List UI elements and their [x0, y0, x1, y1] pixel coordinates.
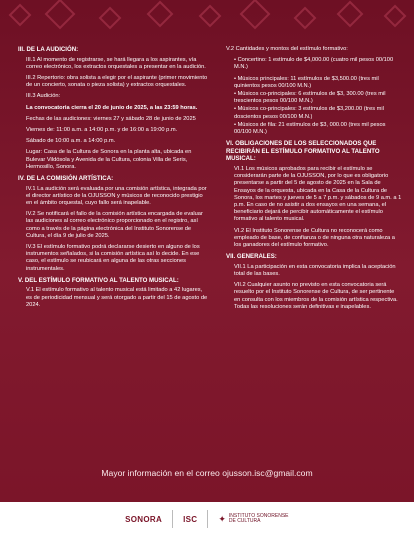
divider [172, 510, 173, 528]
right-column [226, 46, 402, 315]
institute-logo-text: INSTITUTO SONORENSE DE CULTURA [228, 512, 289, 524]
audition-dates: Fechas de las audiciones: viernes 27 y sábado 28 de junio de 2025 [26, 115, 196, 122]
isc-logo [183, 515, 197, 524]
section-4-title: IV. DE LA COMISIÓN ARTÍSTICA: [18, 175, 114, 183]
stimulus-item: • Músicos co-principales: 3 estímulos de $3,200.00 (tres mil doscientos pesos 00/100 M.N.) [234, 106, 384, 120]
section-5-p1: V.1 El estímulo formativo al talento musical está limitado a 42 lugares, es de periodicidad mensual y será otorgado a partir del 15 de agosto de 2024. [26, 287, 208, 308]
section-3-title: III. DE LA AUDICIÓN: [18, 46, 79, 53]
stimulus-item: • Músicos principales: 11 estímulos de $3,500.00 (tres mil quinientos pesos 00/100 M.N.) [234, 75, 379, 89]
stimulus-item: • Concertino: 1 estímulo de $4,000.00 (cuatro mil pesos 00/100 M.N.) [234, 57, 394, 71]
section-4-p3: IV.3 El estímulo formativo podrá declararse desierto en alguno de los instrumentos señalados, si la comisión artística así lo decide. En ese caso, el estímulo se reubicará en alguna de las otras secciones instrumentales. [26, 244, 200, 272]
section-3-p3: III.3 Audición: [26, 93, 61, 100]
sonora-logo-text: SONORA [125, 514, 163, 524]
saturday-schedule: Sábado de 10:00 a.m. a 14:00 p.m. [26, 138, 116, 145]
section-5-p2: V.2 Cantidades y montos del estímulo formativo: [226, 46, 348, 52]
section-5-title: V. DEL ESTÍMULO FORMATIVO AL TALENTO MUSICAL: [18, 276, 179, 284]
friday-schedule: Viernes de: 11:00 a.m. a 14:00 p.m. y de 16:00 a 19:00 p.m. [26, 127, 178, 134]
logo-bar [0, 502, 414, 536]
section-4-p2: IV.2 Se notificará el fallo de la comisión artística encargada de evaluar las audiciones al correo electrónico proporcionado en el registro, así como a través de la página electrónica del Instituto Sonorense de Cultura, el día 9 de julio de 2025. [26, 211, 203, 239]
institute-logo [218, 514, 289, 525]
left-column [18, 46, 208, 313]
divider [207, 510, 208, 528]
stimulus-item: • Músicos de fila: 21 estímulos de $3, 000.00 (tres mil pesos 00/100 M.N.) [234, 121, 386, 136]
section-6-p2: VI.2 El Instituto Sonorense de Cultura no reconocerá como empleado de base, de confianza o de ninguna otra naturaleza a los ganadores del estímulo formativo. [234, 227, 395, 249]
isc-logo-text: ISC [183, 514, 198, 524]
section-7-p2: VII.2 Cualquier asunto no previsto en esta convocatoria será resuelto por el Instituto Sonorense de Cultura, de ser pertinente en consulta con los miembros de la comisión artística respectiva. Todas las resoluciones serán definitivas e inapelables. [234, 282, 398, 310]
section-6-p1: VI.1 Los músicos aprobados para recibir el estímulo se considerarán parte de la OJUSSON, por lo que es obligatorio presentarse a partir del 5 de agosto de 2025 en la Sala de Ensayos de la orquesta, ubicada en la Casa de la Cultura de Sonora, los martes y jueves de 5 a 7 p.m. y sábados de 9 a.m. a 1 p.m. En caso de no asistir a dos ensayos en una semana, el beneficiario dejará de percibir automáticamente el estímulo formativo al talento musical. [234, 166, 402, 223]
section-4-p1: IV.1 La audición será evaluada por una comisión artística, integrada por el director artístico de la OJUSSON y músicos de reconocido prestigio en el ámbito orquestal, cuyo fallo será inapelable. [26, 185, 207, 207]
section-7-title: VII. GENERALES: [226, 253, 277, 261]
deadline-text: La convocatoria cierra el 20 de junio de 2025, a las 23:59 horas. [26, 104, 198, 111]
section-7-p1: VII.1 La participación en esta convocatoria implica la aceptación total de las bases. [234, 263, 396, 278]
institute-icon: ✦ [218, 513, 226, 524]
stimulus-item: • Músicos co-principales: 6 estímulos de $3, 300.00 (tres mil trescientos pesos 00/100 M.N.) [234, 91, 386, 105]
section-6-title: VI. OBLIGACIONES DE LOS SELECCIONADOS QUE RECIBIRÁN EL ESTÍMULO FORMATIVO AL TALENTO MUSICAL: [226, 140, 380, 163]
decorative-pattern [0, 0, 414, 40]
contact-email: Mayor información en el correo ojusson.isc@gmail.com [101, 468, 313, 478]
sonora-logo [125, 515, 162, 524]
section-3-p1: III.1 Al momento de registrarse, se hará llegara a los aspirantes, vía correo electrónico, los extractos orquestales a presentar en la audición. [26, 56, 206, 70]
section-3-p2: III.2 Repertorio: obra solista a elegir por el aspirante (primer movimiento de un concierto, sonata o pieza solista) y extractos orquestales. [26, 75, 208, 89]
audition-place: Lugar: Casa de la Cultura de Sonora en la planta alta, ubicada en Bulevar Vildósola y Avenida de la Cultura, colonia Villa de Seris, Hermosillo, Sonora. [26, 149, 192, 170]
